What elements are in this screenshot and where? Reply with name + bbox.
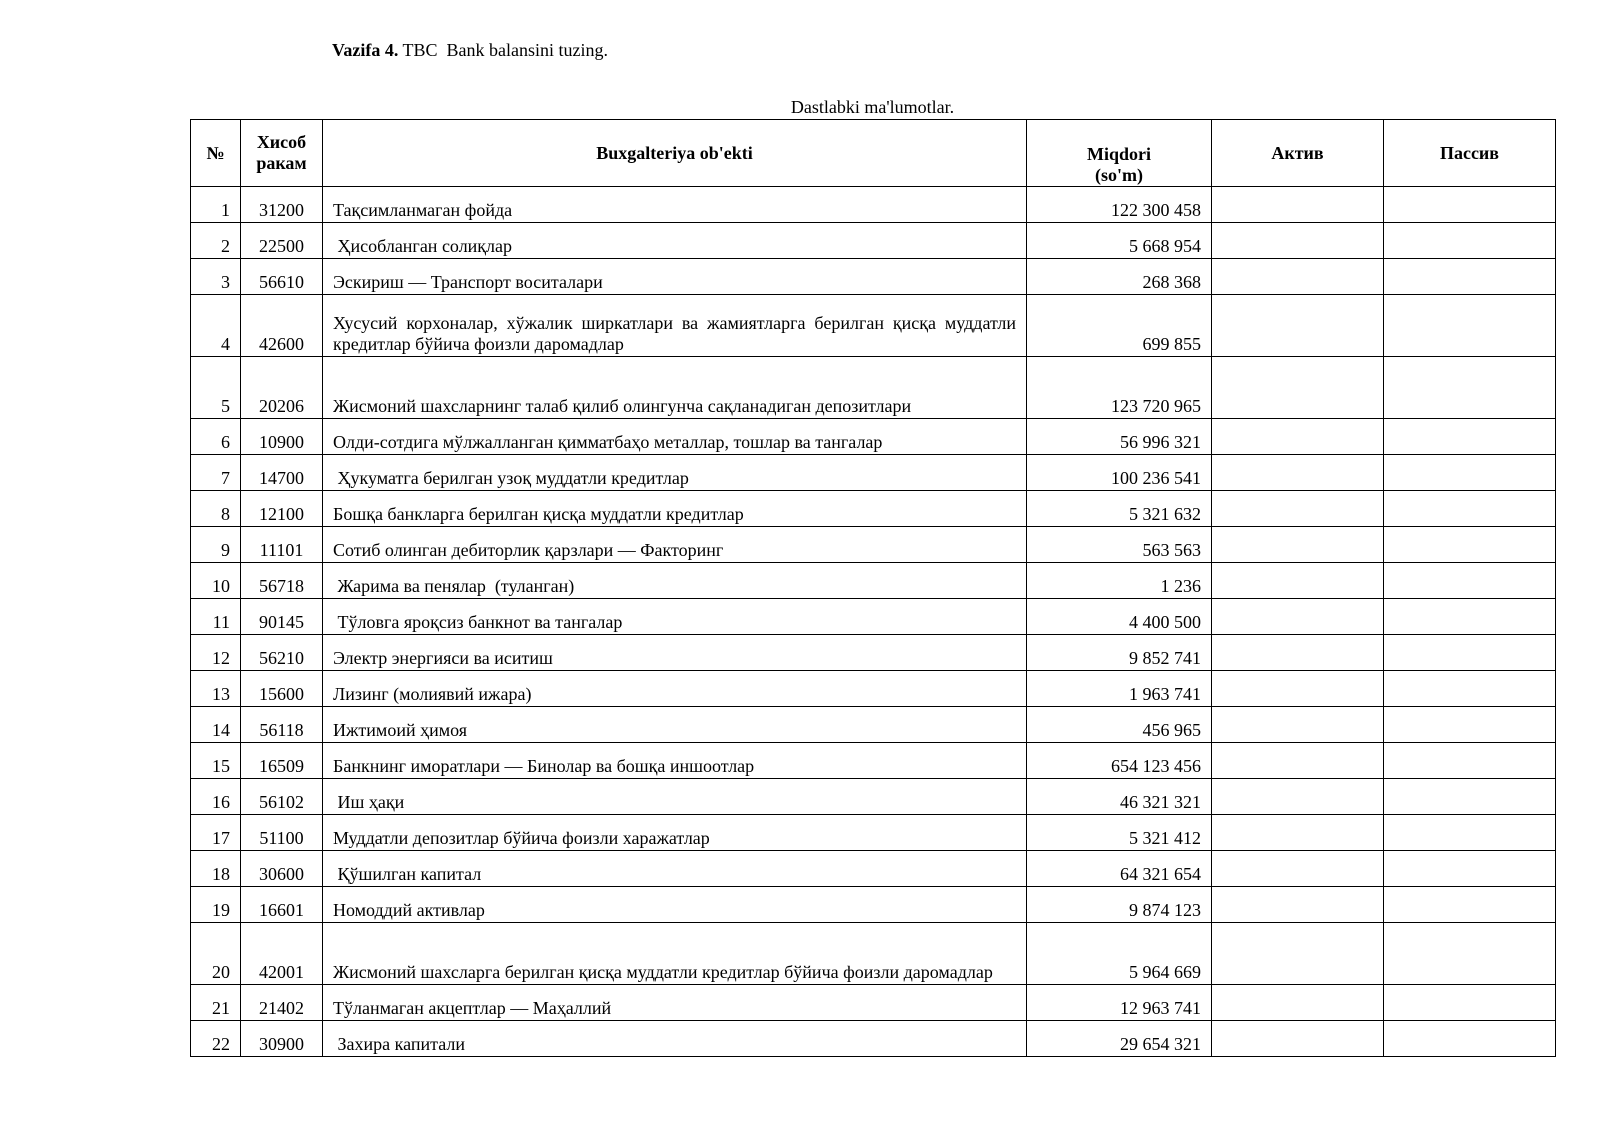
row-accounting-object: Лизинг (молиявий ижара) [323, 671, 1027, 707]
row-accounting-object: Хусусий корхоналар, хўжалик ширкатлари ва жамиятларга берилган қисқа муддатли кредитлар бўйича фоизли даромадлар [323, 295, 1027, 357]
row-number: 7 [191, 455, 241, 491]
row-active-cell [1212, 743, 1384, 779]
row-active-cell [1212, 779, 1384, 815]
row-active-cell [1212, 295, 1384, 357]
row-amount: 46 321 321 [1027, 779, 1212, 815]
table-row [191, 923, 1556, 985]
row-account-code: 30600 [241, 851, 323, 887]
row-accounting-object: Банкнинг иморатлари — Бинолар ва бошқа иншоотлар [323, 743, 1027, 779]
table-row [191, 707, 1556, 743]
row-account-code: 56118 [241, 707, 323, 743]
row-amount: 29 654 321 [1027, 1021, 1212, 1057]
row-number: 16 [191, 779, 241, 815]
row-account-code: 21402 [241, 985, 323, 1021]
row-account-code: 31200 [241, 187, 323, 223]
row-amount: 4 400 500 [1027, 599, 1212, 635]
row-accounting-object: Номоддий активлар [323, 887, 1027, 923]
table-row [191, 223, 1556, 259]
table-row [191, 259, 1556, 295]
row-active-cell [1212, 455, 1384, 491]
row-amount: 122 300 458 [1027, 187, 1212, 223]
table-row [191, 419, 1556, 455]
table-row [191, 1021, 1556, 1057]
header-active: Актив [1212, 120, 1384, 187]
row-account-code: 56610 [241, 259, 323, 295]
row-passive-cell [1384, 1021, 1556, 1057]
row-number: 13 [191, 671, 241, 707]
row-passive-cell [1384, 563, 1556, 599]
row-passive-cell [1384, 187, 1556, 223]
row-number: 11 [191, 599, 241, 635]
row-accounting-object: Жисмоний шахсларга берилган қисқа муддатли кредитлар бўйича фоизли даромадлар [323, 923, 1027, 985]
row-account-code: 16601 [241, 887, 323, 923]
header-amount-line2: (so'm) [1095, 165, 1143, 185]
row-number: 21 [191, 985, 241, 1021]
row-amount: 64 321 654 [1027, 851, 1212, 887]
row-amount: 1 236 [1027, 563, 1212, 599]
row-amount: 456 965 [1027, 707, 1212, 743]
table-row [191, 599, 1556, 635]
row-amount: 56 996 321 [1027, 419, 1212, 455]
header-account-number [241, 120, 323, 187]
row-number: 18 [191, 851, 241, 887]
row-amount: 1 963 741 [1027, 671, 1212, 707]
row-active-cell [1212, 815, 1384, 851]
row-accounting-object: Муддатли депозитлар бўйича фоизли харажатлар [323, 815, 1027, 851]
row-amount: 654 123 456 [1027, 743, 1212, 779]
row-active-cell [1212, 707, 1384, 743]
row-active-cell [1212, 419, 1384, 455]
row-number: 1 [191, 187, 241, 223]
row-passive-cell [1384, 671, 1556, 707]
row-passive-cell [1384, 295, 1556, 357]
row-active-cell [1212, 563, 1384, 599]
row-passive-cell [1384, 815, 1556, 851]
row-number: 2 [191, 223, 241, 259]
row-account-code: 56102 [241, 779, 323, 815]
row-number: 3 [191, 259, 241, 295]
row-passive-cell [1384, 985, 1556, 1021]
row-account-code: 22500 [241, 223, 323, 259]
table-row [191, 187, 1556, 223]
table-row [191, 295, 1556, 357]
row-number: 4 [191, 295, 241, 357]
header-account-line2: ракам [256, 153, 307, 173]
row-passive-cell [1384, 419, 1556, 455]
table-row [191, 851, 1556, 887]
table-row [191, 635, 1556, 671]
row-accounting-object: Жисмоний шахсларнинг талаб қилиб олингунча сақланадиган депозитлари [323, 357, 1027, 419]
row-active-cell [1212, 259, 1384, 295]
row-account-code: 42600 [241, 295, 323, 357]
row-active-cell [1212, 985, 1384, 1021]
row-accounting-object: Қўшилган капитал [323, 851, 1027, 887]
row-passive-cell [1384, 491, 1556, 527]
row-active-cell [1212, 357, 1384, 419]
row-number: 6 [191, 419, 241, 455]
row-amount: 9 874 123 [1027, 887, 1212, 923]
row-passive-cell [1384, 599, 1556, 635]
task-label: Vazifa 4. [332, 40, 399, 60]
table-row [191, 491, 1556, 527]
table-header-row [191, 120, 1556, 187]
table-row [191, 779, 1556, 815]
row-account-code: 90145 [241, 599, 323, 635]
row-account-code: 12100 [241, 491, 323, 527]
header-passive: Пассив [1384, 120, 1556, 187]
header-accounting-object: Buxgalteriya ob'ekti [323, 120, 1027, 187]
row-number: 9 [191, 527, 241, 563]
table-body [191, 187, 1556, 1057]
row-passive-cell [1384, 707, 1556, 743]
row-accounting-object: Электр энергияси ва иситиш [323, 635, 1027, 671]
table-row [191, 455, 1556, 491]
row-passive-cell [1384, 851, 1556, 887]
row-accounting-object: Тўловга яроқсиз банкнот ва тангалар [323, 599, 1027, 635]
row-account-code: 42001 [241, 923, 323, 985]
table-row [191, 743, 1556, 779]
row-accounting-object: Захира капитали [323, 1021, 1027, 1057]
balance-data-table [190, 119, 1556, 1057]
header-account-line1: Хисоб [256, 132, 307, 152]
row-active-cell [1212, 851, 1384, 887]
table-row [191, 563, 1556, 599]
row-active-cell [1212, 599, 1384, 635]
row-amount: 5 321 632 [1027, 491, 1212, 527]
header-amount [1027, 120, 1212, 187]
row-active-cell [1212, 923, 1384, 985]
row-accounting-object: Сотиб олинган дебиторлик қарзлари — Факторинг [323, 527, 1027, 563]
table-row [191, 985, 1556, 1021]
row-account-code: 56718 [241, 563, 323, 599]
row-accounting-object: Тўланмаган акцептлар — Маҳаллий [323, 985, 1027, 1021]
row-accounting-object: Олди-сотдига мўлжалланган қимматбаҳо металлар, тошлар ва тангалар [323, 419, 1027, 455]
row-active-cell [1212, 671, 1384, 707]
row-number: 8 [191, 491, 241, 527]
row-active-cell [1212, 491, 1384, 527]
row-number: 15 [191, 743, 241, 779]
row-accounting-object: Ижтимоий ҳимоя [323, 707, 1027, 743]
row-amount: 5 668 954 [1027, 223, 1212, 259]
row-number: 22 [191, 1021, 241, 1057]
header-amount-line1: Miqdori [1086, 144, 1151, 164]
row-accounting-object: Ҳисобланган солиқлар [323, 223, 1027, 259]
row-passive-cell [1384, 923, 1556, 985]
table-row [191, 815, 1556, 851]
row-accounting-object: Бошқа банкларга берилган қисқа муддатли кредитлар [323, 491, 1027, 527]
row-passive-cell [1384, 455, 1556, 491]
row-accounting-object: Эскириш — Транспорт воситалари [323, 259, 1027, 295]
table-row [191, 527, 1556, 563]
row-passive-cell [1384, 635, 1556, 671]
task-title [332, 40, 608, 61]
row-amount: 12 963 741 [1027, 985, 1212, 1021]
row-account-code: 15600 [241, 671, 323, 707]
row-accounting-object: Иш ҳақи [323, 779, 1027, 815]
row-active-cell [1212, 527, 1384, 563]
row-passive-cell [1384, 223, 1556, 259]
row-amount: 268 368 [1027, 259, 1212, 295]
row-account-code: 56210 [241, 635, 323, 671]
row-active-cell [1212, 635, 1384, 671]
header-number: № [191, 120, 241, 187]
row-account-code: 51100 [241, 815, 323, 851]
row-number: 20 [191, 923, 241, 985]
row-number: 10 [191, 563, 241, 599]
row-account-code: 20206 [241, 357, 323, 419]
row-number: 19 [191, 887, 241, 923]
table-row [191, 357, 1556, 419]
row-account-code: 10900 [241, 419, 323, 455]
row-passive-cell [1384, 259, 1556, 295]
table-row [191, 671, 1556, 707]
row-passive-cell [1384, 527, 1556, 563]
row-number: 14 [191, 707, 241, 743]
row-number: 12 [191, 635, 241, 671]
row-amount: 100 236 541 [1027, 455, 1212, 491]
task-text: TBC Bank balansini tuzing. [398, 40, 608, 60]
row-amount: 9 852 741 [1027, 635, 1212, 671]
row-amount: 563 563 [1027, 527, 1212, 563]
row-passive-cell [1384, 779, 1556, 815]
row-number: 17 [191, 815, 241, 851]
row-accounting-object: Жарима ва пенялар (туланган) [323, 563, 1027, 599]
row-account-code: 16509 [241, 743, 323, 779]
row-amount: 123 720 965 [1027, 357, 1212, 419]
row-passive-cell [1384, 357, 1556, 419]
row-passive-cell [1384, 743, 1556, 779]
table-caption: Dastlabki ma'lumotlar. [790, 97, 955, 117]
row-active-cell [1212, 1021, 1384, 1057]
table-row [191, 887, 1556, 923]
row-active-cell [1212, 187, 1384, 223]
row-passive-cell [1384, 887, 1556, 923]
row-active-cell [1212, 223, 1384, 259]
row-active-cell [1212, 887, 1384, 923]
row-account-code: 30900 [241, 1021, 323, 1057]
row-amount: 699 855 [1027, 295, 1212, 357]
row-amount: 5 964 669 [1027, 923, 1212, 985]
row-account-code: 11101 [241, 527, 323, 563]
row-account-code: 14700 [241, 455, 323, 491]
row-accounting-object: Ҳукуматга берилган узоқ муддатли кредитлар [323, 455, 1027, 491]
row-accounting-object: Тақсимланмаган фойда [323, 187, 1027, 223]
row-number: 5 [191, 357, 241, 419]
row-amount: 5 321 412 [1027, 815, 1212, 851]
